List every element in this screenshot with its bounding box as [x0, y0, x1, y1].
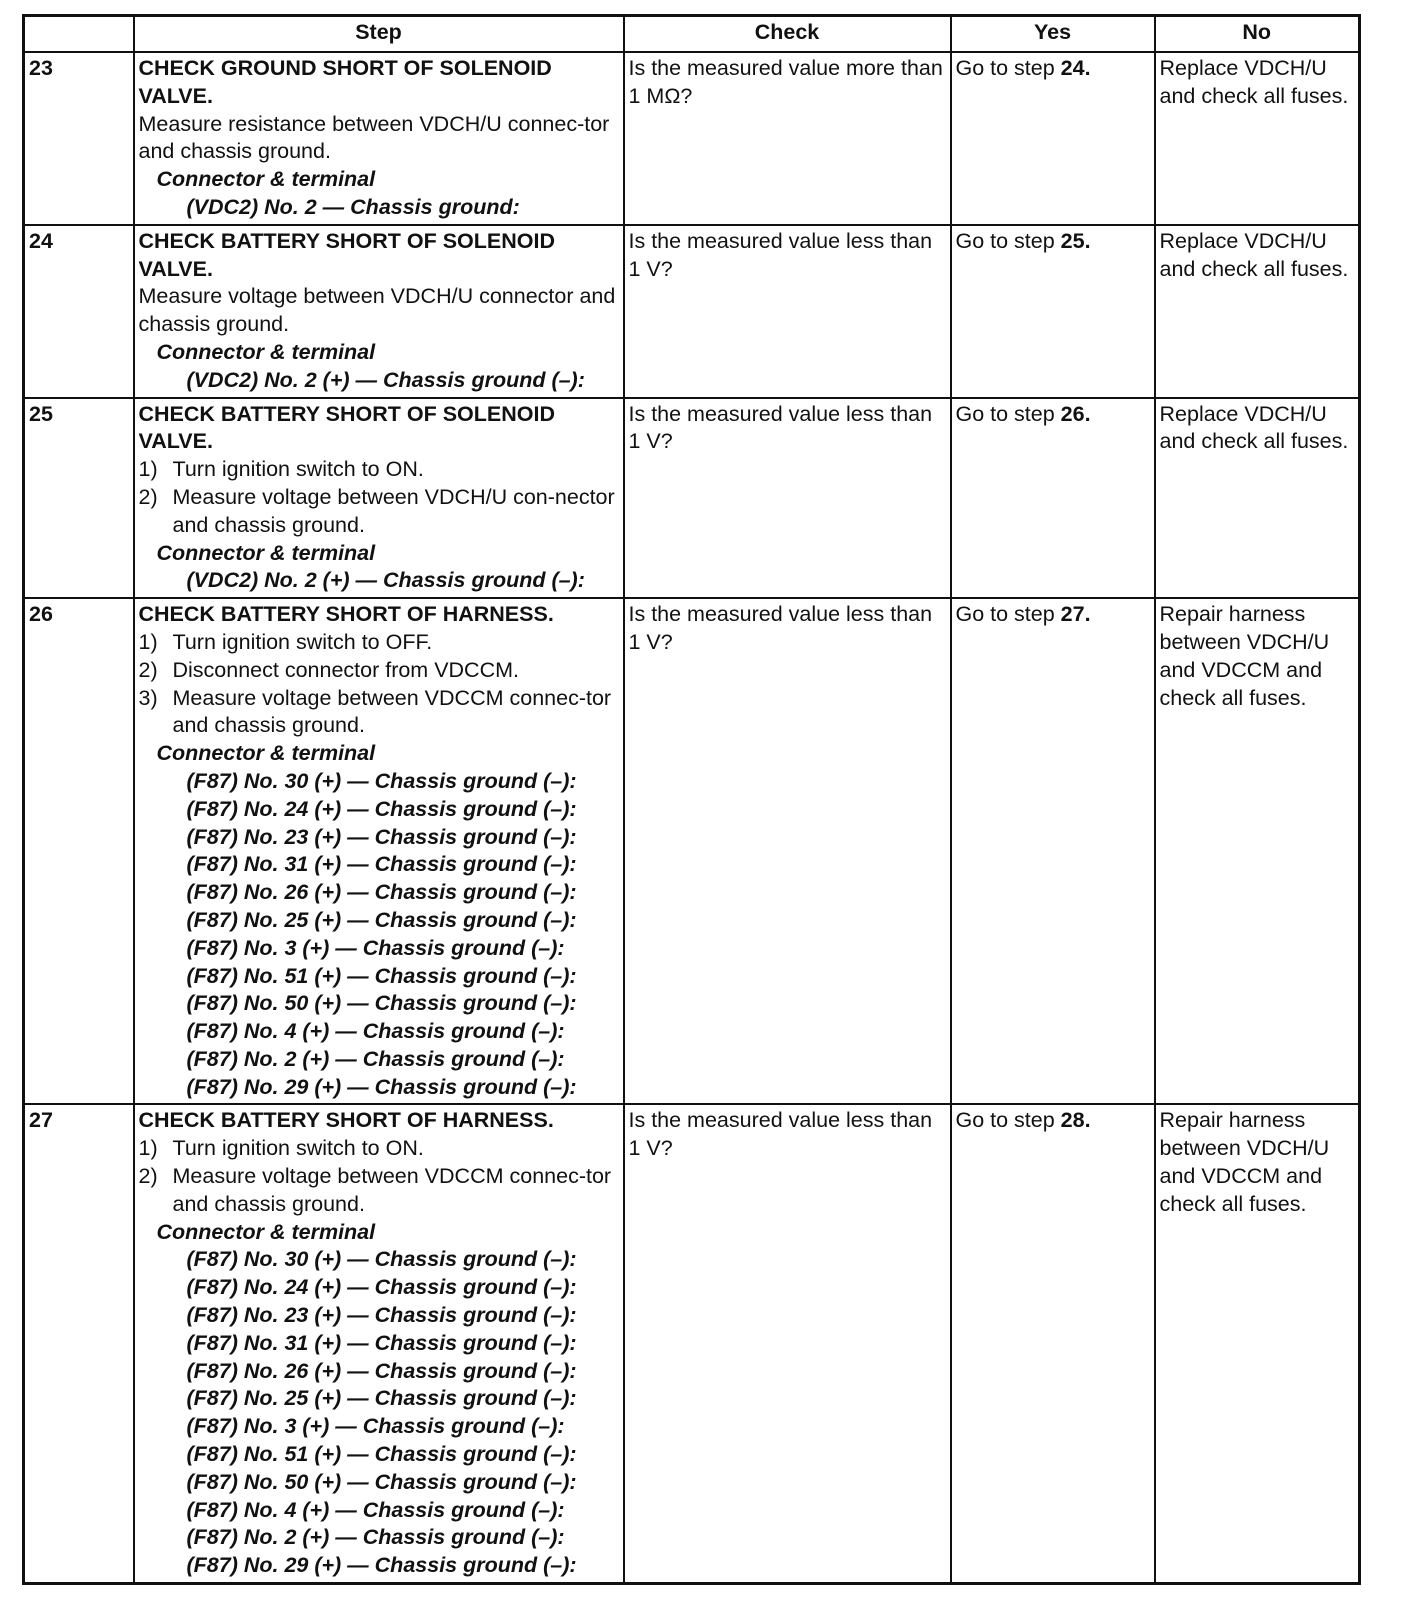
- header-step-number: [24, 16, 134, 53]
- yes-cell: [951, 398, 1155, 599]
- connector-pin: (F87) No. 2 (+) — Chassis ground (–):: [186, 1525, 565, 1550]
- connector-pin: (F87) No. 30 (+) — Chassis ground (–):: [186, 768, 577, 793]
- substep: [139, 657, 619, 685]
- table-row: [24, 1104, 1360, 1583]
- step-body: [139, 111, 619, 167]
- table-row: [24, 598, 1360, 1104]
- connector-pin: (F87) No. 24 (+) — Chassis ground (–):: [186, 796, 577, 821]
- check-cell: Is the measured value less than 1 V?: [624, 598, 951, 1104]
- yes-prefix: Go to step: [955, 228, 1061, 253]
- header-check: Check: [624, 16, 951, 53]
- table-row: [24, 398, 1360, 599]
- connector-pin: (F87) No. 4 (+) — Chassis ground (–):: [186, 1497, 565, 1522]
- connector-terminal-label: Connector & terminal: [156, 167, 376, 192]
- yes-cell: [951, 225, 1155, 398]
- connector-pin: (VDC2) No. 2 (+) — Chassis ground (–):: [186, 568, 585, 593]
- connector-pin: (F87) No. 23 (+) — Chassis ground (–):: [186, 824, 577, 849]
- step-body: [139, 1135, 619, 1218]
- connector-pin: (VDC2) No. 2 — Chassis ground:: [186, 194, 520, 219]
- step-number: 27: [24, 1104, 134, 1583]
- yes-cell: [951, 1104, 1155, 1583]
- yes-step: 27.: [1060, 602, 1091, 627]
- yes-step: 25.: [1060, 228, 1091, 253]
- substep: [139, 685, 619, 741]
- substep: [139, 456, 619, 484]
- connector-pin: (F87) No. 29 (+) — Chassis ground (–):: [186, 1074, 577, 1099]
- connector-pin: (F87) No. 23 (+) — Chassis ground (–):: [186, 1303, 577, 1328]
- connector-pin: (F87) No. 29 (+) — Chassis ground (–):: [186, 1553, 577, 1578]
- check-cell: Is the measured value less than 1 V?: [624, 1104, 951, 1583]
- step-number: 25: [24, 398, 134, 599]
- connector-pin: (VDC2) No. 2 (+) — Chassis ground (–):: [186, 367, 585, 392]
- substep: [139, 484, 619, 540]
- substep: [139, 629, 619, 657]
- step-title: CHECK BATTERY SHORT OF HARNESS.: [138, 1108, 554, 1133]
- yes-step: 24.: [1060, 56, 1091, 80]
- pin-list: [139, 1246, 619, 1580]
- connector-pin: (F87) No. 50 (+) — Chassis ground (–):: [186, 1469, 577, 1494]
- no-cell: Repair harness between VDCH/U and VDCCM and check all fuses.: [1155, 598, 1360, 1104]
- connector-pin: (F87) No. 2 (+) — Chassis ground (–):: [186, 1046, 565, 1071]
- substep-text: Measure voltage between VDCCM connec-tor and chassis ground.: [172, 685, 612, 738]
- step-number: 24: [24, 225, 134, 398]
- yes-cell: [951, 598, 1155, 1104]
- header-step: Step: [134, 16, 624, 53]
- yes-cell: [951, 52, 1155, 225]
- connector-pin: (F87) No. 4 (+) — Chassis ground (–):: [186, 1019, 565, 1044]
- no-cell: Repair harness between VDCH/U and VDCCM and check all fuses.: [1155, 1104, 1360, 1583]
- connector-pin: (F87) No. 25 (+) — Chassis ground (–):: [186, 907, 577, 932]
- header-row: [24, 16, 1360, 53]
- substep-number: 2): [138, 1164, 158, 1189]
- substep-text: Turn ignition switch to ON.: [172, 457, 424, 482]
- check-cell: Is the measured value less than 1 V?: [624, 398, 951, 599]
- substep-text: Disconnect connector from VDCCM.: [172, 657, 519, 682]
- header-no: No: [1155, 16, 1360, 53]
- substep-number: 2): [138, 484, 158, 509]
- connector-pin: (F87) No. 51 (+) — Chassis ground (–):: [186, 1442, 577, 1467]
- connector-terminal-label: Connector & terminal: [156, 339, 376, 364]
- pin-list: [139, 567, 619, 595]
- substep-text: Measure voltage between VDCCM connec-tor and chassis ground.: [172, 1164, 612, 1216]
- substep-number: 1): [138, 629, 158, 654]
- yes-prefix: Go to step: [955, 602, 1061, 627]
- connector-pin: (F87) No. 25 (+) — Chassis ground (–):: [186, 1386, 577, 1411]
- step-number: 23: [24, 52, 134, 225]
- substep-text: Turn ignition switch to ON.: [172, 1136, 424, 1161]
- yes-prefix: Go to step: [955, 401, 1061, 426]
- header-yes: Yes: [951, 16, 1155, 53]
- step-title: CHECK BATTERY SHORT OF HARNESS.: [138, 602, 554, 627]
- connector-pin: (F87) No. 24 (+) — Chassis ground (–):: [186, 1275, 577, 1300]
- step-body: [139, 456, 619, 539]
- no-cell: Replace VDCH/U and check all fuses.: [1155, 398, 1360, 599]
- table-body: [24, 52, 1360, 1584]
- connector-pin: (F87) No. 3 (+) — Chassis ground (–):: [186, 1414, 565, 1439]
- check-cell: Is the measured value less than 1 V?: [624, 225, 951, 398]
- substep-number: 1): [138, 1136, 158, 1161]
- step-cell: [134, 398, 624, 599]
- step-description: Measure resistance between VDCH/U connec-tor and chassis ground.: [138, 111, 610, 164]
- yes-step: 26.: [1060, 401, 1091, 426]
- substep-text: Measure voltage between VDCH/U con-nector and chassis ground.: [172, 484, 615, 537]
- connector-pin: (F87) No. 30 (+) — Chassis ground (–):: [186, 1247, 577, 1272]
- substep: [139, 1163, 619, 1219]
- step-title: CHECK BATTERY SHORT OF SOLENOID VALVE.: [138, 228, 555, 281]
- step-body: [139, 629, 619, 740]
- yes-prefix: Go to step: [955, 56, 1061, 80]
- connector-pin: (F87) No. 50 (+) — Chassis ground (–):: [186, 991, 577, 1016]
- step-cell: [134, 1104, 624, 1583]
- substep-number: 3): [138, 685, 158, 710]
- table-row: [24, 52, 1360, 225]
- substep-number: 2): [138, 657, 158, 682]
- yes-step: 28.: [1060, 1108, 1091, 1133]
- connector-pin: (F87) No. 31 (+) — Chassis ground (–):: [186, 1330, 577, 1355]
- pin-list: [139, 768, 619, 1102]
- connector-pin: (F87) No. 31 (+) — Chassis ground (–):: [186, 852, 577, 877]
- table-row: [24, 225, 1360, 398]
- step-number: 26: [24, 598, 134, 1104]
- connector-pin: (F87) No. 26 (+) — Chassis ground (–):: [186, 1358, 577, 1383]
- connector-pin: (F87) No. 26 (+) — Chassis ground (–):: [186, 880, 577, 905]
- step-title: CHECK GROUND SHORT OF SOLENOID VALVE.: [138, 56, 552, 108]
- check-cell: Is the measured value more than 1 MΩ?: [624, 52, 951, 225]
- no-cell: Replace VDCH/U and check all fuses.: [1155, 225, 1360, 398]
- connector-terminal-label: Connector & terminal: [156, 540, 376, 565]
- step-title: CHECK BATTERY SHORT OF SOLENOID VALVE.: [138, 401, 555, 454]
- substep: [139, 1135, 619, 1163]
- substep-text: Turn ignition switch to OFF.: [172, 629, 433, 654]
- connector-terminal-label: Connector & terminal: [156, 1219, 376, 1244]
- substep-number: 1): [138, 457, 158, 482]
- connector-terminal-label: Connector & terminal: [156, 741, 376, 766]
- step-body: [139, 283, 619, 339]
- step-description: Measure voltage between VDCH/U connector and chassis ground.: [138, 284, 616, 337]
- connector-pin: (F87) No. 3 (+) — Chassis ground (–):: [186, 935, 565, 960]
- yes-prefix: Go to step: [955, 1108, 1061, 1133]
- step-cell: [134, 225, 624, 398]
- pin-list: [139, 367, 619, 395]
- step-cell: [134, 598, 624, 1104]
- connector-pin: (F87) No. 51 (+) — Chassis ground (–):: [186, 963, 577, 988]
- step-cell: [134, 52, 624, 225]
- diagnostic-table: [22, 14, 1361, 1585]
- no-cell: Replace VDCH/U and check all fuses.: [1155, 52, 1360, 225]
- pin-list: [139, 194, 619, 222]
